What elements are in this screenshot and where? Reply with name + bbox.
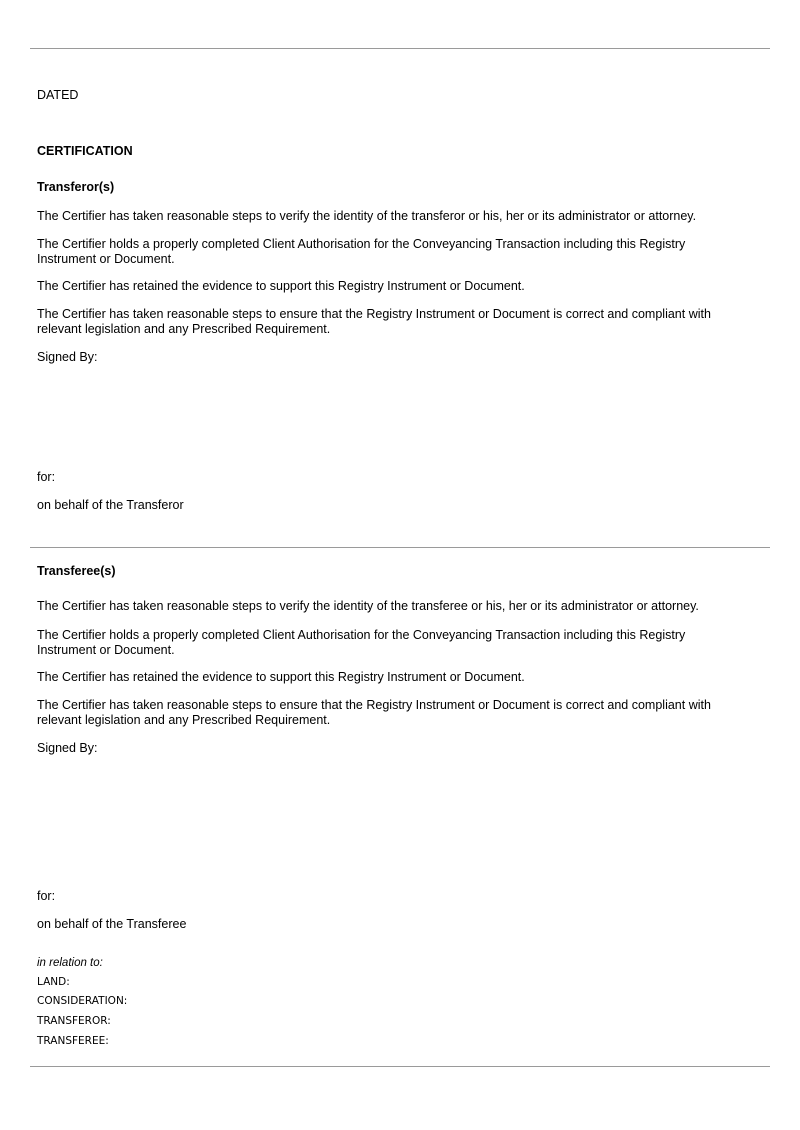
consideration-label: CONSIDERATION:	[37, 995, 128, 1007]
transferor-for-label: for:	[37, 470, 56, 484]
transferor-paragraph-1: The Certifier has taken reasonable steps to verify the identity of the transferor or his, her or its administrator or attorney.	[37, 209, 697, 223]
in-relation-to-label: in relation to:	[37, 957, 103, 969]
bottom-divider	[30, 1066, 770, 1067]
top-divider	[30, 48, 770, 49]
transferee-heading: Transferee(s)	[37, 564, 116, 578]
transferee-paragraph-2: The Certifier holds a properly completed Client Authorisation for the Conveyancing Transaction including this Registry Instrument or Document.	[37, 628, 686, 657]
transferee-on-behalf: on behalf of the Transferee	[37, 917, 187, 931]
transferor-signed-by: Signed By:	[37, 350, 98, 364]
transferee-paragraph-3: The Certifier has retained the evidence to support this Registry Instrument or Document.	[37, 670, 525, 684]
dated-label: DATED	[37, 88, 79, 102]
footer-transferee-label: TRANSFEREE:	[37, 1035, 109, 1047]
transferee-for-label: for:	[37, 889, 56, 903]
transferor-paragraph-4: The Certifier has taken reasonable steps to ensure that the Registry Instrument or Document is correct and compliant with relevant legislation and any Prescribed Requirement.	[37, 307, 711, 336]
transferor-heading: Transferor(s)	[37, 180, 115, 194]
transferor-on-behalf: on behalf of the Transferor	[37, 498, 184, 512]
transferee-paragraph-1: The Certifier has taken reasonable steps to verify the identity of the transferee or his, her or its administrator or attorney.	[37, 599, 699, 613]
transferor-paragraph-3: The Certifier has retained the evidence to support this Registry Instrument or Document.	[37, 279, 525, 293]
certification-heading: CERTIFICATION	[37, 144, 133, 158]
footer-transferor-label: TRANSFEROR:	[37, 1015, 111, 1027]
transferee-paragraph-4: The Certifier has taken reasonable steps to ensure that the Registry Instrument or Document is correct and compliant with relevant legislation and any Prescribed Requirement.	[37, 698, 711, 727]
transferor-paragraph-2: The Certifier holds a properly completed Client Authorisation for the Conveyancing Transaction including this Registry Instrument or Document.	[37, 237, 686, 266]
land-label: LAND:	[37, 976, 70, 988]
transferee-signed-by: Signed By:	[37, 741, 98, 755]
section-divider	[30, 547, 770, 548]
